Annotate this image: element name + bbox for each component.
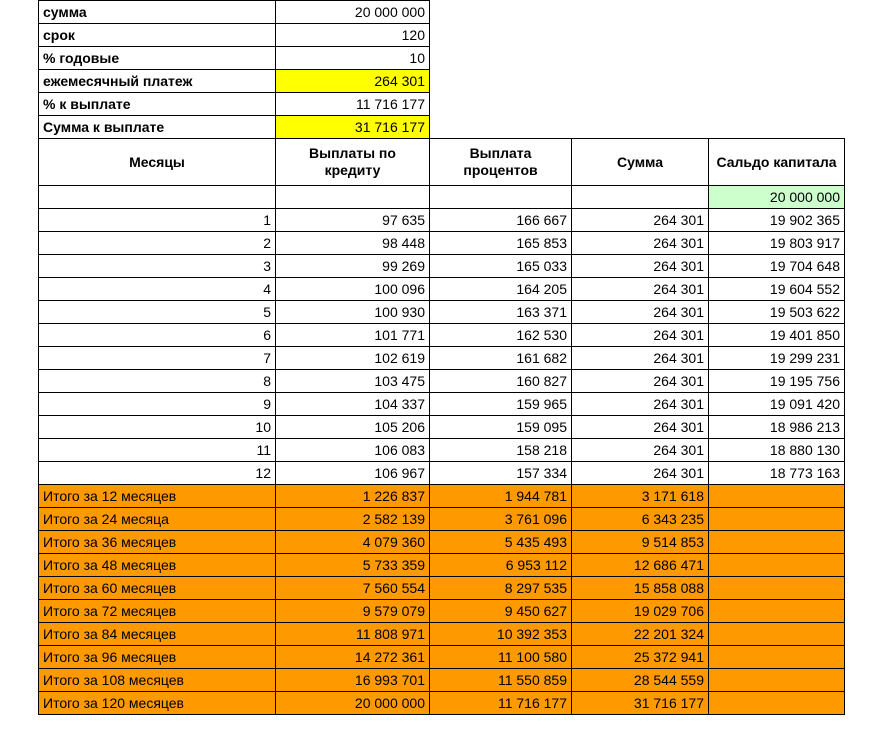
total-label[interactable]: Итого за 36 месяцев: [39, 531, 276, 554]
month-row: [39, 347, 845, 370]
principal-payment[interactable]: 103 475: [276, 370, 430, 393]
month-number[interactable]: 4: [39, 278, 276, 301]
capital-balance[interactable]: 19 091 420: [709, 393, 845, 416]
principal-payment[interactable]: 105 206: [276, 416, 430, 439]
principal-payment[interactable]: 106 967: [276, 462, 430, 485]
summary-label[interactable]: % годовые: [39, 47, 276, 70]
total-row: [39, 646, 845, 669]
total-principal[interactable]: 14 272 361: [276, 646, 430, 669]
interest-payment[interactable]: 157 334: [430, 462, 572, 485]
total-interest[interactable]: 9 450 627: [430, 600, 572, 623]
total-principal[interactable]: 2 582 139: [276, 508, 430, 531]
total-sum[interactable]: 15 858 088: [572, 577, 709, 600]
capital-balance[interactable]: 19 604 552: [709, 278, 845, 301]
total-row: [39, 554, 845, 577]
month-row: [39, 324, 845, 347]
total-principal[interactable]: 5 733 359: [276, 554, 430, 577]
total-interest[interactable]: 6 953 112: [430, 554, 572, 577]
month-row: [39, 439, 845, 462]
month-number[interactable]: 11: [39, 439, 276, 462]
month-row: [39, 232, 845, 255]
total-balance-empty[interactable]: [709, 646, 845, 669]
month-number[interactable]: 10: [39, 416, 276, 439]
cell[interactable]: [430, 186, 572, 209]
total-sum[interactable]: 19 029 706: [572, 600, 709, 623]
payment-sum[interactable]: 264 301: [572, 278, 709, 301]
principal-payment[interactable]: 100 096: [276, 278, 430, 301]
capital-balance[interactable]: 18 986 213: [709, 416, 845, 439]
total-sum[interactable]: 22 201 324: [572, 623, 709, 646]
interest-payment[interactable]: 161 682: [430, 347, 572, 370]
interest-payment[interactable]: 163 371: [430, 301, 572, 324]
total-label[interactable]: Итого за 60 месяцев: [39, 577, 276, 600]
month-number[interactable]: 6: [39, 324, 276, 347]
total-row: [39, 669, 845, 692]
total-row: [39, 508, 845, 531]
payment-sum[interactable]: 264 301: [572, 232, 709, 255]
total-balance-empty[interactable]: [709, 577, 845, 600]
principal-payment[interactable]: 98 448: [276, 232, 430, 255]
summary-row: [39, 24, 845, 47]
capital-balance[interactable]: 19 195 756: [709, 370, 845, 393]
total-balance-empty[interactable]: [709, 531, 845, 554]
month-number[interactable]: 9: [39, 393, 276, 416]
total-row: [39, 531, 845, 554]
total-label[interactable]: Итого за 120 месяцев: [39, 692, 276, 715]
interest-payment[interactable]: 165 853: [430, 232, 572, 255]
total-balance-empty[interactable]: [709, 600, 845, 623]
interest-payment[interactable]: 159 095: [430, 416, 572, 439]
interest-payment[interactable]: 162 530: [430, 324, 572, 347]
total-sum[interactable]: 6 343 235: [572, 508, 709, 531]
principal-payment[interactable]: 101 771: [276, 324, 430, 347]
summary-label[interactable]: Сумма к выплате: [39, 116, 276, 139]
principal-payment[interactable]: 100 930: [276, 301, 430, 324]
total-label[interactable]: Итого за 84 месяцев: [39, 623, 276, 646]
interest-payment[interactable]: 164 205: [430, 278, 572, 301]
total-interest[interactable]: 11 716 177: [430, 692, 572, 715]
summary-row: [39, 93, 845, 116]
total-principal[interactable]: 11 808 971: [276, 623, 430, 646]
payment-sum[interactable]: 264 301: [572, 439, 709, 462]
month-row: [39, 462, 845, 485]
summary-value[interactable]: 10: [276, 47, 430, 70]
loan-table: [38, 0, 845, 715]
summary-row: [39, 70, 845, 93]
month-row: [39, 416, 845, 439]
payment-sum[interactable]: 264 301: [572, 370, 709, 393]
total-row: [39, 623, 845, 646]
interest-payment[interactable]: 158 218: [430, 439, 572, 462]
total-principal[interactable]: 1 226 837: [276, 485, 430, 508]
summary-value[interactable]: 11 716 177: [276, 93, 430, 116]
header-row: [39, 139, 845, 186]
cell[interactable]: [276, 186, 430, 209]
interest-payment[interactable]: 159 965: [430, 393, 572, 416]
total-interest[interactable]: 11 100 580: [430, 646, 572, 669]
principal-payment[interactable]: 106 083: [276, 439, 430, 462]
payment-sum[interactable]: 264 301: [572, 347, 709, 370]
spreadsheet: [38, 0, 845, 715]
initial-balance-value[interactable]: 20 000 000: [709, 186, 845, 209]
header-months[interactable]: Месяцы: [39, 139, 276, 186]
total-interest[interactable]: 10 392 353: [430, 623, 572, 646]
total-row: [39, 485, 845, 508]
total-row: [39, 600, 845, 623]
total-principal[interactable]: 20 000 000: [276, 692, 430, 715]
total-label[interactable]: Итого за 24 месяца: [39, 508, 276, 531]
total-principal[interactable]: 4 079 360: [276, 531, 430, 554]
payment-sum[interactable]: 264 301: [572, 301, 709, 324]
month-row: [39, 255, 845, 278]
total-row: [39, 692, 845, 715]
empty-cell: [430, 116, 845, 139]
total-interest[interactable]: 5 435 493: [430, 531, 572, 554]
total-balance-empty[interactable]: [709, 692, 845, 715]
total-label[interactable]: Итого за 72 месяцев: [39, 600, 276, 623]
total-sum[interactable]: 9 514 853: [572, 531, 709, 554]
interest-payment[interactable]: 166 667: [430, 209, 572, 232]
payment-sum[interactable]: 264 301: [572, 393, 709, 416]
principal-payment[interactable]: 99 269: [276, 255, 430, 278]
payment-sum[interactable]: 264 301: [572, 255, 709, 278]
total-label[interactable]: Итого за 12 месяцев: [39, 485, 276, 508]
summary-row: [39, 47, 845, 70]
summary-row: [39, 116, 845, 139]
month-row: [39, 393, 845, 416]
month-number[interactable]: 8: [39, 370, 276, 393]
header-principal[interactable]: Выплаты по кредиту: [276, 139, 430, 186]
total-sum[interactable]: 28 544 559: [572, 669, 709, 692]
total-balance-empty[interactable]: [709, 508, 845, 531]
month-number[interactable]: 5: [39, 301, 276, 324]
payment-sum[interactable]: 264 301: [572, 324, 709, 347]
summary-value[interactable]: 20 000 000: [276, 1, 430, 24]
month-number[interactable]: 7: [39, 347, 276, 370]
total-sum[interactable]: 3 171 618: [572, 485, 709, 508]
capital-balance[interactable]: 19 803 917: [709, 232, 845, 255]
capital-balance[interactable]: 18 880 130: [709, 439, 845, 462]
capital-balance[interactable]: 19 704 648: [709, 255, 845, 278]
month-number[interactable]: 3: [39, 255, 276, 278]
cell[interactable]: [572, 186, 709, 209]
total-interest[interactable]: 3 761 096: [430, 508, 572, 531]
total-interest[interactable]: 11 550 859: [430, 669, 572, 692]
total-interest[interactable]: 8 297 535: [430, 577, 572, 600]
summary-label[interactable]: ежемесячный платеж: [39, 70, 276, 93]
month-row: [39, 278, 845, 301]
total-balance-empty[interactable]: [709, 485, 845, 508]
total-label[interactable]: Итого за 108 месяцев: [39, 669, 276, 692]
summary-row: [39, 1, 845, 24]
payment-sum[interactable]: 264 301: [572, 209, 709, 232]
principal-payment[interactable]: 102 619: [276, 347, 430, 370]
total-balance-empty[interactable]: [709, 623, 845, 646]
summary-label[interactable]: % к выплате: [39, 93, 276, 116]
total-row: [39, 577, 845, 600]
monthly-payment-value[interactable]: 264 301: [276, 70, 430, 93]
empty-cell: [430, 24, 845, 47]
header-interest[interactable]: Выплата процентов: [430, 139, 572, 186]
payment-sum[interactable]: 264 301: [572, 462, 709, 485]
total-principal[interactable]: 9 579 079: [276, 600, 430, 623]
payment-sum[interactable]: 264 301: [572, 416, 709, 439]
month-row: [39, 301, 845, 324]
principal-payment[interactable]: 97 635: [276, 209, 430, 232]
summary-value[interactable]: 120: [276, 24, 430, 47]
empty-cell: [430, 70, 845, 93]
total-interest[interactable]: 1 944 781: [430, 485, 572, 508]
header-sum[interactable]: Сумма: [572, 139, 709, 186]
total-sum[interactable]: 25 372 941: [572, 646, 709, 669]
total-to-pay-value[interactable]: 31 716 177: [276, 116, 430, 139]
month-row: [39, 209, 845, 232]
total-principal[interactable]: 16 993 701: [276, 669, 430, 692]
empty-cell: [430, 93, 845, 116]
interest-payment[interactable]: 165 033: [430, 255, 572, 278]
principal-payment[interactable]: 104 337: [276, 393, 430, 416]
total-principal[interactable]: 7 560 554: [276, 577, 430, 600]
month-row: [39, 370, 845, 393]
total-label[interactable]: Итого за 96 месяцев: [39, 646, 276, 669]
initial-balance-row: [39, 186, 845, 209]
total-sum[interactable]: 12 686 471: [572, 554, 709, 577]
month-number[interactable]: 12: [39, 462, 276, 485]
capital-balance[interactable]: 19 299 231: [709, 347, 845, 370]
total-sum[interactable]: 31 716 177: [572, 692, 709, 715]
total-balance-empty[interactable]: [709, 554, 845, 577]
capital-balance[interactable]: 19 401 850: [709, 324, 845, 347]
summary-label[interactable]: срок: [39, 24, 276, 47]
interest-payment[interactable]: 160 827: [430, 370, 572, 393]
total-label[interactable]: Итого за 48 месяцев: [39, 554, 276, 577]
empty-cell: [430, 47, 845, 70]
empty-cell: [430, 1, 845, 24]
month-number[interactable]: 1: [39, 209, 276, 232]
capital-balance[interactable]: 19 503 622: [709, 301, 845, 324]
total-balance-empty[interactable]: [709, 669, 845, 692]
header-balance[interactable]: Сальдо капитала: [709, 139, 845, 186]
capital-balance[interactable]: 19 902 365: [709, 209, 845, 232]
cell[interactable]: [39, 186, 276, 209]
summary-label[interactable]: сумма: [39, 1, 276, 24]
capital-balance[interactable]: 18 773 163: [709, 462, 845, 485]
month-number[interactable]: 2: [39, 232, 276, 255]
